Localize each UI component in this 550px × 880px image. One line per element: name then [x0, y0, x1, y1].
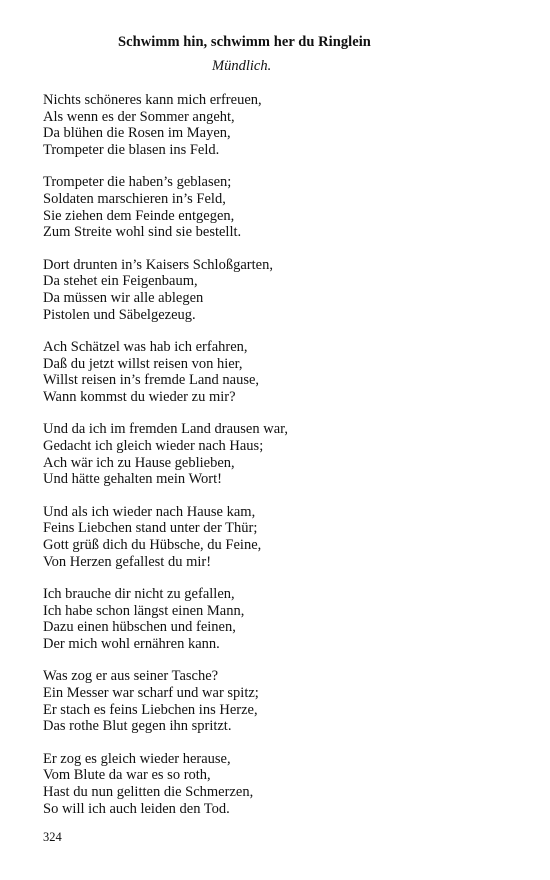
poem-line: Pistolen und Säbelgezeug. [43, 306, 196, 323]
poem-line: Sie ziehen dem Feinde entgegen, [43, 207, 235, 224]
stanza-7 [43, 586, 288, 653]
poem-line: Ein Messer war scharf und war spitz; [43, 684, 259, 701]
poem-line: Daß du jetzt willst reisen von hier, [43, 355, 243, 372]
poem-line: Er zog es gleich wieder herause, [43, 750, 231, 767]
poem-line: Da müssen wir alle ablegen [43, 290, 204, 307]
poem-line: Da blühen die Rosen im Mayen, [43, 125, 231, 142]
poem-line: Ich habe schon längst einen Mann, [43, 602, 245, 619]
poem-line: Feins Liebchen stand unter der Thür; [43, 520, 258, 537]
poem-line: Was zog er aus seiner Tasche? [43, 668, 219, 685]
poem-line: Als wenn es der Sommer angeht, [43, 108, 235, 125]
poem-line: Willst reisen in’s fremde Land nause, [43, 372, 260, 389]
page-number: 324 [43, 830, 62, 844]
stanza-6 [43, 504, 288, 571]
poem-body [43, 92, 288, 833]
poem-line: Ich brauche dir nicht zu gefallen, [43, 585, 235, 602]
poem-line: Dort drunten in’s Kaisers Schloßgarten, [43, 256, 273, 273]
poem-line: Und da ich im fremden Land drausen war, [43, 421, 289, 438]
stanza-2 [43, 174, 288, 241]
poem-source: Mündlich. [212, 58, 272, 74]
stanza-5 [43, 421, 288, 488]
poem-line: Trompeter die haben’s geblasen; [43, 174, 232, 191]
poem-line: Wann kommst du wieder zu mir? [43, 389, 236, 406]
poem-line: Das rothe Blut gegen ihn spritzt. [43, 718, 232, 735]
poem-line: Ach wär ich zu Hause geblieben, [43, 454, 235, 471]
poem-line: Zum Streite wohl sind sie bestellt. [43, 224, 242, 241]
poem-line: Da stehet ein Feigenbaum, [43, 273, 198, 290]
poem-line: Der mich wohl ernähren kann. [43, 635, 220, 652]
poem-line: Und hätte gehalten mein Wort! [43, 471, 222, 488]
stanza-4 [43, 339, 288, 406]
poem-line: Gedacht ich gleich wieder nach Haus; [43, 437, 264, 454]
poem-line: Soldaten marschieren in’s Feld, [43, 191, 226, 208]
poem-line: Gott grüß dich du Hübsche, du Feine, [43, 536, 262, 553]
stanza-8 [43, 668, 288, 735]
stanza-9 [43, 751, 288, 818]
poem-line: Er stach es feins Liebchen ins Herze, [43, 701, 258, 718]
poem-line: Vom Blute da war es so roth, [43, 767, 211, 784]
poem-line: Nichts schöneres kann mich erfreuen, [43, 92, 262, 108]
poem-line: Und als ich wieder nach Hause kam, [43, 503, 256, 520]
stanza-3 [43, 257, 288, 324]
stanza-1 [43, 92, 288, 159]
poem-line: Ach Schätzel was hab ich erfahren, [43, 338, 248, 355]
poem-line: Trompeter die blasen ins Feld. [43, 142, 220, 159]
poem-title: Schwimm hin, schwimm her du Ringlein [118, 34, 371, 50]
poem-line: Hast du nun gelitten die Schmerzen, [43, 783, 254, 800]
poem-line: Dazu einen hübschen und feinen, [43, 619, 236, 636]
poem-line: Von Herzen gefallest du mir! [43, 553, 212, 570]
poem-line: So will ich auch leiden den Tod. [43, 800, 230, 817]
